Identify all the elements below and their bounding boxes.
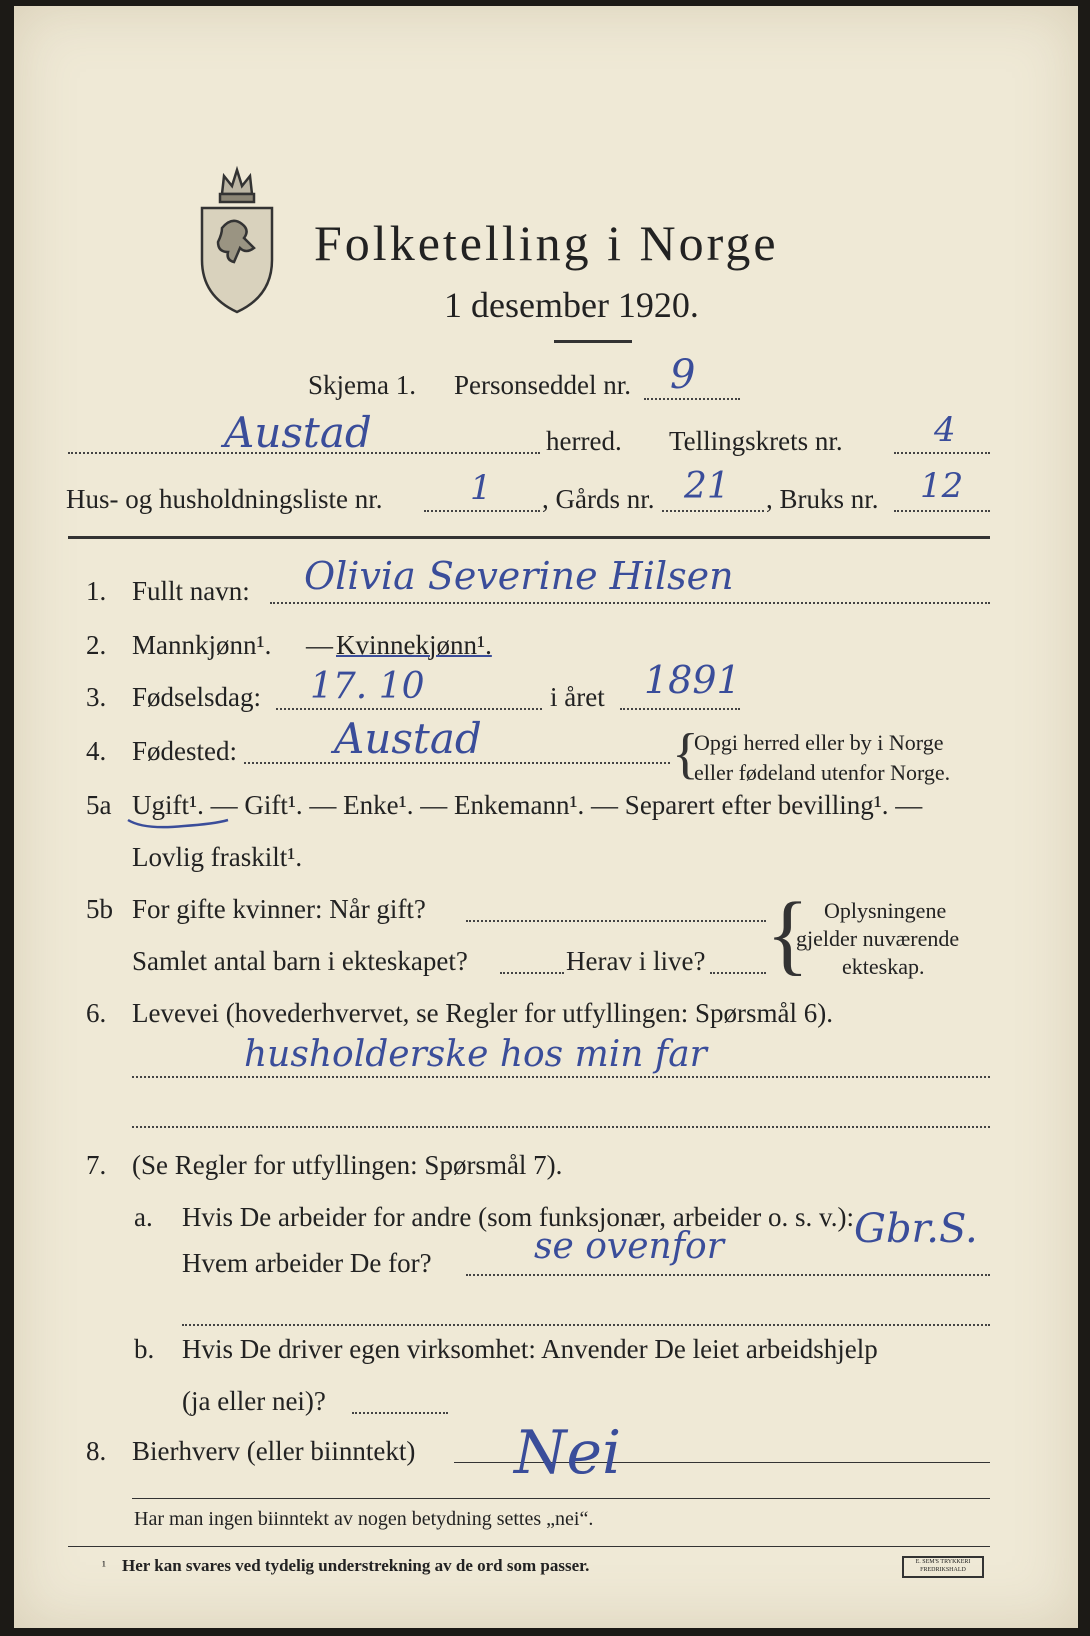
tellingskrets-field[interactable] [894, 452, 990, 454]
q1-number: 1. [86, 576, 107, 606]
occupation-field[interactable] [132, 1076, 990, 1078]
herred-value: Austad [224, 408, 372, 457]
herred-label: herred. [546, 426, 622, 456]
q2-number: 2. [86, 630, 107, 660]
hus-label: Hus- og husholdningsliste nr. [66, 484, 383, 514]
census-form [14, 6, 1078, 1628]
q5b-note-line2: gjelder nuværende [796, 926, 960, 951]
title-divider [554, 340, 632, 343]
full-name-value: Olivia Severine Hilsen [304, 554, 734, 598]
birthyear-field[interactable] [620, 708, 740, 710]
gards-field[interactable] [662, 510, 764, 512]
gender-dash: — [306, 630, 333, 660]
q7-label: (Se Regler for utfyllingen: Spørsmål 7). [132, 1150, 563, 1180]
q5b-note-line3: ekteskap. [842, 954, 925, 979]
q7b-letter: b. [134, 1334, 155, 1364]
ugift-underline-mark [124, 814, 234, 834]
gards-label: , Gårds nr. [542, 484, 655, 514]
q3-number: 3. [86, 682, 107, 712]
q5b-number: 5b [86, 894, 113, 924]
footnote-mark: ¹ [102, 1558, 106, 1573]
employer-field-line2[interactable] [182, 1324, 990, 1326]
q5b-label1: For gifte kvinner: Når gift? [132, 894, 426, 924]
form-title: Folketelling i Norge [314, 215, 779, 271]
employer-value: se ovenfor [534, 1226, 724, 1267]
q8-divider [132, 1498, 990, 1499]
q1-label: Fullt navn: [132, 576, 250, 606]
tellingskrets-label: Tellingskrets nr. [669, 426, 843, 456]
hired-help-field[interactable] [352, 1412, 448, 1414]
q4-number: 4. [86, 736, 107, 766]
personseddel-label: Personseddel nr. [454, 370, 631, 400]
q7b-line1: Hvis De driver egen virksomhet: Anvender De leiet arbeidshjelp [182, 1334, 878, 1364]
married-when-field[interactable] [466, 920, 766, 922]
occupation-field-line2[interactable] [132, 1126, 990, 1128]
employer-mark: Gbr.S. [854, 1206, 978, 1252]
q5b-note-line1: Oplysningene [824, 898, 947, 923]
footer-note: Har man ingen biinntekt av nogen betydning settes „nei“. [134, 1508, 594, 1530]
q7b-line2: (ja eller nei)? [182, 1386, 326, 1416]
marital-status-options[interactable]: Ugift¹. — Gift¹. — Enke¹. — Enkemann¹. — Separert efter bevilling¹. — [132, 790, 923, 820]
q4-note-line2: eller fødeland utenfor Norge. [694, 760, 951, 785]
q5b-brace: { [766, 885, 810, 984]
marital-status-divorced[interactable]: Lovlig fraskilt¹. [132, 842, 303, 872]
bruks-label: , Bruks nr. [766, 484, 879, 514]
gender-male-option[interactable]: Mannkjønn¹. [132, 630, 272, 660]
hus-field[interactable] [424, 510, 540, 512]
occupation-value: husholderske hos min far [244, 1034, 707, 1075]
birthdate-field[interactable] [276, 708, 542, 710]
coat-of-arms-icon [192, 156, 282, 314]
q4-label: Fødested: [132, 736, 237, 766]
gards-value: 21 [684, 466, 730, 507]
q5b-label2: Samlet antal barn i ekteskapet? [132, 946, 468, 976]
q7-number: 7. [86, 1150, 107, 1180]
bruks-value: 12 [920, 466, 964, 506]
personseddel-field[interactable] [644, 398, 740, 400]
q7a-line1: Hvis De arbeider for andre (som funksjonær, arbeider o. s. v.): [182, 1202, 854, 1232]
tellingskrets-value: 4 [934, 410, 956, 450]
q4-note-line1: Opgi herred eller by i Norge [694, 730, 944, 755]
q5a-number: 5a [86, 790, 112, 820]
form-date: 1 desember 1920. [444, 285, 699, 325]
bruks-field[interactable] [894, 510, 990, 512]
q3-label: Fødselsdag: [132, 682, 262, 712]
birthdate-value: 17. 10 [310, 666, 425, 707]
gender-female-option[interactable]: Kvinnekjønn¹. [336, 630, 492, 660]
schema-label: Skjema 1. [308, 370, 416, 400]
q6-number: 6. [86, 998, 107, 1028]
printer-stamp: E. SEM'S TRYKKERI FREDRIKSHALD [902, 1556, 984, 1578]
q8-number: 8. [86, 1436, 107, 1466]
footer-divider [68, 1546, 990, 1547]
q3-year-label: i året [550, 682, 605, 712]
birthplace-value: Austad [334, 714, 482, 763]
footnote-text: Her kan svares ved tydelig understrekning av de ord som passer. [122, 1556, 590, 1575]
children-alive-field[interactable] [710, 972, 766, 974]
q4-brace: { [672, 723, 699, 785]
personseddel-value: 9 [670, 352, 696, 398]
header-divider [68, 536, 990, 539]
children-total-field[interactable] [500, 972, 564, 974]
q5b-label3: Herav i live? [566, 946, 706, 976]
q7a-letter: a. [134, 1202, 153, 1232]
employer-field[interactable] [466, 1274, 990, 1276]
birthyear-value: 1891 [644, 658, 741, 702]
q7a-line2: Hvem arbeider De for? [182, 1248, 432, 1278]
q8-label: Bierhverv (eller biinntekt) [132, 1436, 416, 1466]
side-income-value: Nei [514, 1418, 622, 1488]
hus-value: 1 [470, 468, 492, 508]
q6-label: Levevei (hovederhvervet, se Regler for utfyllingen: Spørsmål 6). [132, 998, 834, 1028]
full-name-field[interactable] [270, 602, 990, 604]
